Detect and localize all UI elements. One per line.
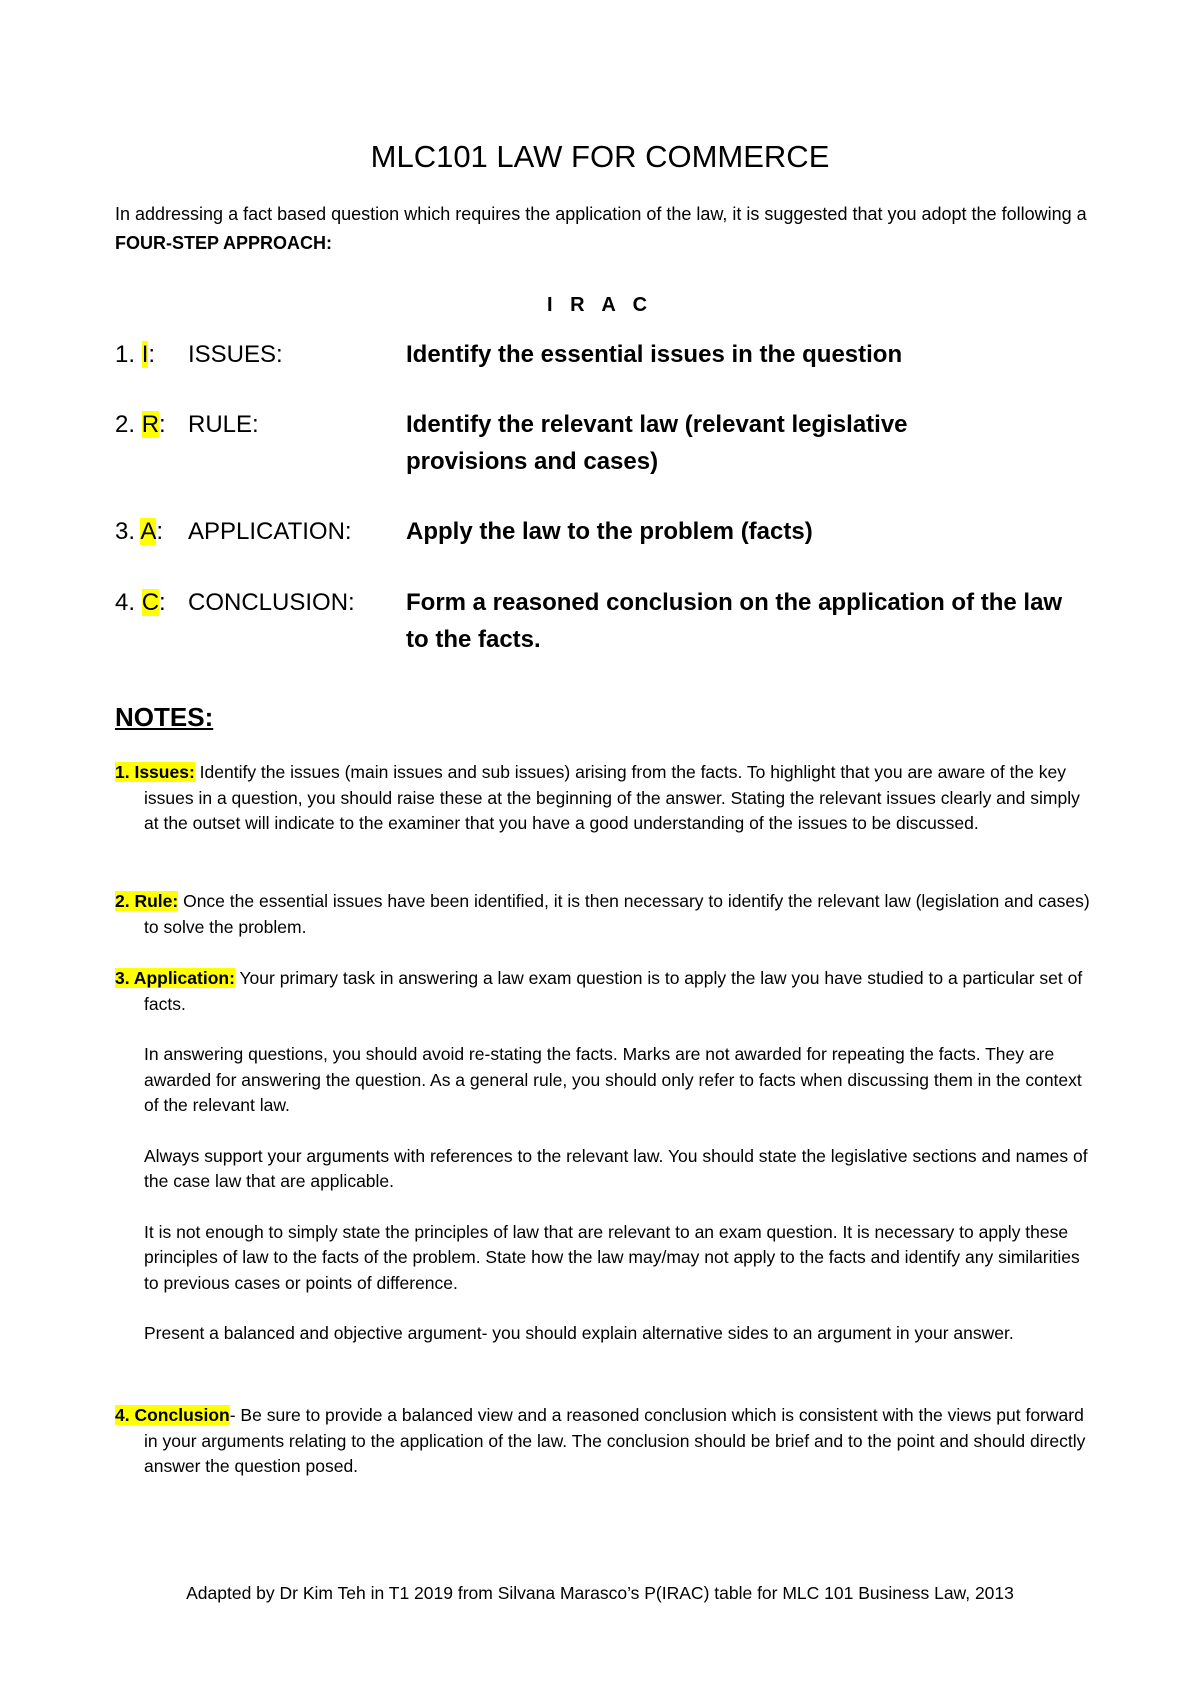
footer-attribution: Adapted by Dr Kim Teh in T1 2019 from Silvana Marasco’s P(IRAC) table for MLC 101 Business Law, 2013 — [186, 1583, 1014, 1603]
step-letter-highlight: I — [141, 341, 149, 368]
step-description: Identify the essential issues in the question — [406, 341, 903, 368]
step-number: 1. I: — [115, 341, 156, 368]
step-description: Form a reasoned conclusion on the application of the law to the facts. — [406, 589, 1063, 653]
note-paragraph — [115, 760, 1090, 837]
note-text: Your primary task in answering a law exam question is to apply the law you have studied to a particular set of facts. — [144, 968, 1083, 1014]
step-term: RULE: — [188, 411, 259, 438]
step-term: APPLICATION: — [188, 518, 352, 545]
note-label: 4. Conclusion — [115, 1405, 230, 1425]
note-label: 3. Application: — [115, 968, 235, 988]
note-text: - Be sure to provide a balanced view and a reasoned conclusion which is consistent with the views put forward in your arguments relating to the application of the law. The conclusion should be brief and to the point and should directly answer the question posed. — [144, 1405, 1086, 1476]
step-number: 2. R: — [115, 411, 166, 438]
note-issues — [115, 760, 1090, 837]
note-paragraph — [115, 966, 1090, 1017]
note-paragraph: Always support your arguments with references to the relevant law. You should state the legislative sections and names of the case law that are applicable. — [144, 1145, 1088, 1191]
note-paragraph — [115, 1403, 1090, 1480]
note-application — [115, 966, 1090, 1347]
note-paragraph — [115, 889, 1090, 940]
note-paragraph: Present a balanced and objective argument- you should explain alternative sides to an argument in your answer. — [144, 1323, 1014, 1343]
note-conclusion — [115, 1403, 1090, 1480]
note-rule — [115, 889, 1090, 940]
note-label: 1. Issues: — [115, 762, 195, 782]
step-number: 3. A: — [115, 518, 164, 545]
step-letter-highlight: C — [141, 589, 160, 616]
page-title: MLC101 LAW FOR COMMERCE — [370, 139, 830, 174]
step-number: 4. C: — [115, 589, 166, 616]
step-description: Identify the relevant law (relevant legislative provisions and cases) — [406, 411, 908, 475]
step-term: CONCLUSION: — [188, 589, 355, 616]
intro-paragraph — [115, 200, 1095, 258]
step-letter-highlight: R — [141, 411, 160, 438]
irac-heading: I R A C — [546, 294, 654, 316]
step-letter-highlight: A — [140, 518, 157, 545]
step-term: ISSUES: — [188, 341, 283, 368]
intro-text: In addressing a fact based question which requires the application of the law, it is suggested that you adopt the following a — [115, 204, 1087, 224]
note-paragraph: It is not enough to simply state the principles of law that are relevant to an exam question. It is necessary to apply these principles of law to the facts of the problem. State how the law may/may not apply to the facts and identify any similarities to previous cases or points of difference. — [144, 1221, 1080, 1293]
step-description: Apply the law to the problem (facts) — [406, 518, 813, 545]
note-text: Identify the issues (main issues and sub issues) arising from the facts. To highlight that you are aware of the key issues in a question, you should raise these at the beginning of the answer. Stating the relevant issues clearly and simply at the outset will indicate to the examiner that you have a good understanding of the issues to be discussed. — [144, 762, 1080, 833]
note-label: 2. Rule: — [115, 891, 179, 911]
note-text: Once the essential issues have been identified, it is then necessary to identify the relevant law (legislation and cases) to solve the problem. — [144, 891, 1090, 937]
intro-bold-text: FOUR-STEP APPROACH: — [115, 233, 333, 253]
notes-heading: NOTES: — [115, 702, 214, 732]
note-paragraph: In answering questions, you should avoid re-stating the facts. Marks are not awarded for repeating the facts. They are awarded for answering the question. As a general rule, you should only refer to facts when discussing them in the context of the relevant law. — [144, 1044, 1082, 1115]
